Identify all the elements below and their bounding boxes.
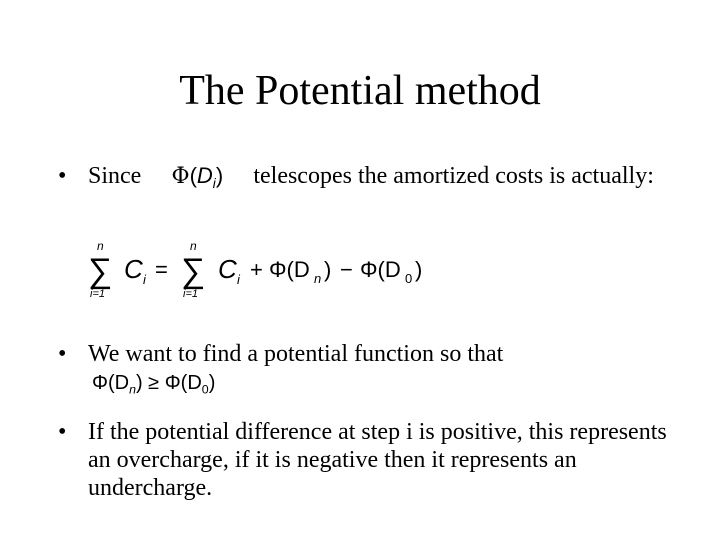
sum2-sigma: ∑ [181,252,206,290]
bullet-3-glyph: • [58,419,67,445]
lhs-sub: i [143,272,146,287]
equals-sign: = [155,257,168,282]
bullet-2-glyph: • [58,341,67,367]
phi-d0-close: ) [415,257,423,282]
condition-formula: $\Phi(D_n) \ge \Phi(D_0)$ [92,372,216,397]
sum1-lower: i=1 [90,288,105,300]
rhs-sub: i [237,272,240,287]
lhs-var: C [124,254,143,284]
rhs-var: C [218,254,237,284]
inline-phi-formula: $\Phi(D_i)$ [171,163,224,191]
sum1-sigma: ∑ [88,252,113,290]
bullet-2-body: We want to find a potential function so that [88,341,504,367]
sum2-lower: i=1 [183,288,198,300]
phi-dn-sub: n [314,271,322,286]
bullet-1-text-after: telescopes the amortized costs is actually: [253,163,654,189]
minus-sign: − [340,257,353,282]
phi-dn: Φ(D [269,257,310,282]
phi-d0: Φ(D [360,257,401,282]
bullet-1-glyph: • [58,163,67,189]
sum2-upper: n [190,240,197,253]
bullet-3-body: If the potential difference at step i is positive, this represents an overcharge, if it is negative then it represents an undercharge. [88,419,667,501]
plus-sign: + [250,257,263,282]
phi-d0-sub: 0 [405,271,413,286]
summation-formula [88,240,468,300]
phi-dn-close: ) [324,257,332,282]
sum1-upper: n [97,240,104,253]
bullet-1-text-before: Since [88,163,142,189]
slide-title: The Potential method [179,68,541,114]
bullet-1-body [88,162,658,198]
